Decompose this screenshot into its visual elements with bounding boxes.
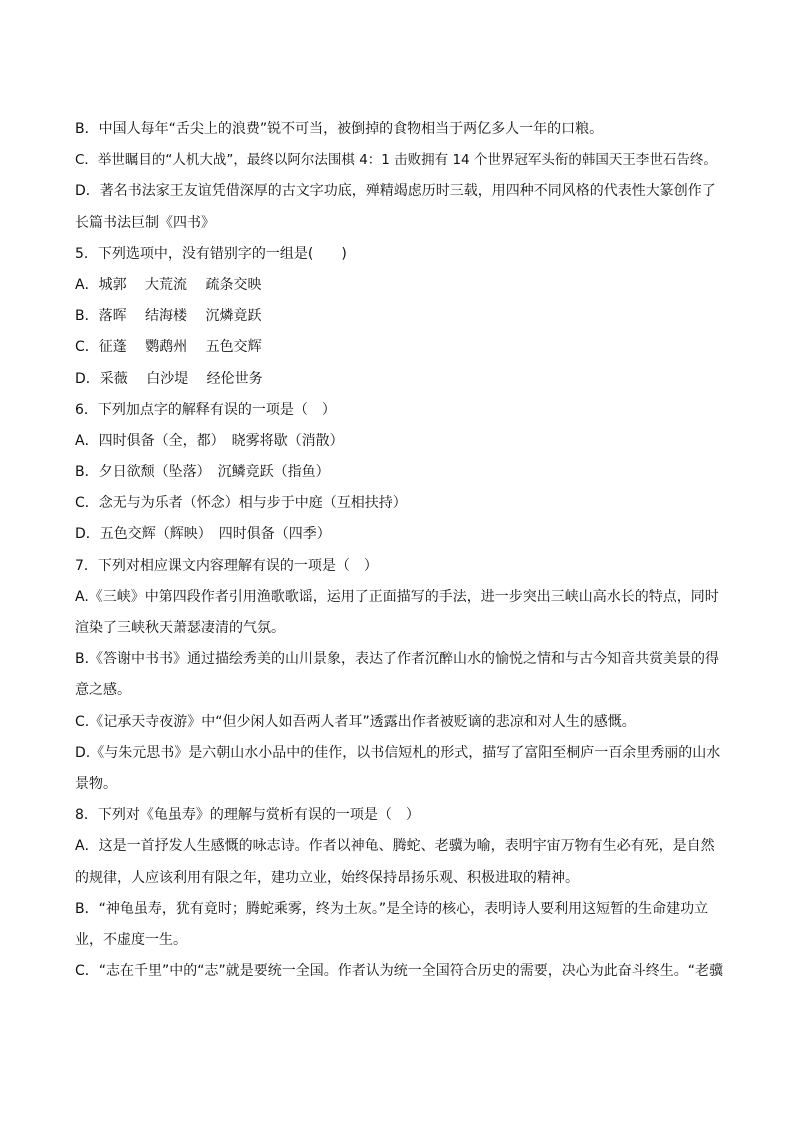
- question-5-option-d: D．采薇 白沙堤 经伦世务: [75, 370, 263, 387]
- question-6-stem: 6．下列加点字的解释有误的一项是（ ）: [75, 401, 336, 418]
- question-8-stem: 8．下列对《龟虽寿》的理解与赏析有误的一项是（ ）: [75, 807, 420, 824]
- question-7-option-b: B.《答谢中书书》通过描绘秀美的山川景象，表达了作者沉醉山水的愉悦之情和与古今知音共赏美景的得: [75, 651, 720, 668]
- question-7-option-d: D.《与朱元思书》是六朝山水小品中的佳作，以书信短札的形式，描写了富阳至桐庐一百余里秀丽的山水: [75, 744, 721, 761]
- text-line: 景物。: [75, 775, 117, 792]
- question-7-stem: 7．下列对相应课文内容理解有误的一项是（ ）: [75, 557, 378, 574]
- question-8-option-a: A．这是一首抒发人生感慨的咏志诗。作者以神龟、腾蛇、老骥为喻，表明宇宙万物有生必有死，是自然: [75, 838, 715, 855]
- question-5-option-c: C．征蓬 鹦鹉州 五色交辉: [75, 339, 262, 356]
- question-7-option-a: A.《三峡》中第四段作者引用渔歌歌谣，运用了正面描写的手法，进一步突出三峡山高水长的特点，同时: [75, 588, 719, 605]
- document-body: [75, 114, 725, 987]
- question-6-option-b: B．夕日欲颓（坠落） 沉鳞竞跃（指鱼）: [75, 464, 330, 481]
- question-8-option-c: C．“志在千里”中的“志”就是要统一全国。作者认为统一全国符合历史的需要，决心为此奋斗终生。“老骥: [75, 963, 724, 980]
- question-6-option-d: D．五色交辉（辉映） 四时俱备（四季）: [75, 526, 331, 543]
- question-5-stem: 5．下列选项中，没有错别字的一组是( ): [75, 245, 347, 262]
- question-7-option-c: C.《记承天寺夜游》中“但少闲人如吾两人者耳”透露出作者被贬谪的悲凉和对人生的感慨。: [75, 713, 636, 730]
- question-5-option-b: B．落晖 结海楼 沉燐竟跃: [75, 308, 262, 325]
- text-line: C．举世瞩目的“人机大战”，最终以阿尔法围棋 4：1 击败拥有 14 个世界冠军头衔的韩国天王李世石告终。: [75, 152, 717, 169]
- question-8-option-b: B．“神龟虽寿，犹有竟时；腾蛇乘雾，终为土灰。”是全诗的核心，表明诗人要利用这短暂的生命建功立: [75, 900, 709, 917]
- text-line: 渲染了三峡秋天萧瑟凄清的气氛。: [75, 620, 285, 636]
- text-line: B．中国人每年“舌尖上的浪费”锐不可当，被倒掉的食物相当于两亿多人一年的口粮。: [75, 121, 604, 137]
- text-line: 意之感。: [75, 682, 131, 699]
- text-line: 的规律，人应该利用有限之年，建功立业，始终保持昂扬乐观、积极进取的精神。: [75, 869, 579, 886]
- text-line: 长篇书法巨制《四书》: [75, 214, 215, 231]
- question-6-option-a: A．四时俱备（全，都） 晓雾将歇（消散）: [75, 432, 344, 449]
- text-line: D．著名书法家王友谊凭借深厚的古文字功底，殚精竭虑历时三载，用四种不同风格的代表性大篆创作了: [75, 183, 716, 200]
- question-6-option-c: C．念无与为乐者（怀念）相与步于中庭（互相扶持）: [75, 495, 407, 512]
- question-5-option-a: A．城郭 大荒流 疏条交映: [75, 276, 262, 293]
- text-line: 业，不虚度一生。: [75, 931, 187, 948]
